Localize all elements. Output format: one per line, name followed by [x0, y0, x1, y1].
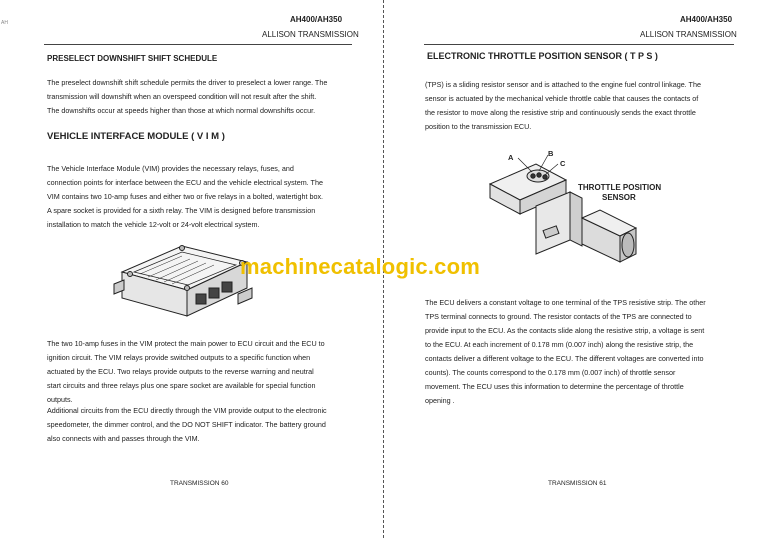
right-header-title: ALLISON TRANSMISSION [640, 30, 737, 39]
tps-callout-a: A [508, 153, 514, 162]
section-title-preselect: PRESELECT DOWNSHIFT SHIFT SCHEDULE [47, 54, 218, 63]
ecu-line-8: opening . [425, 396, 455, 405]
ecu-line-4: to the ECU. At each increment of 0.178 mm (0.007 inch) along the resistive strip, the [425, 340, 694, 349]
tps-line-3: the resistor to move along the resistive strip and continuously sends the exact throttle [425, 108, 696, 117]
vim-line-4: A spare socket is provided for a sixth relay. The VIM is designed before transmission [47, 206, 316, 215]
ecu-line-5: contacts deliver a different voltage to the ECU. The different voltages are converted into [425, 354, 704, 363]
fuses-line-3: actuated by the ECU. Two relays provide outputs to the reverse warning and neutral [47, 367, 314, 376]
left-header-model: AH400/AH350 [290, 15, 343, 24]
vim-line-3: VIM contains two 10-amp fuses and either two or five relays in a bolted, watertight box. [47, 192, 324, 201]
page-edge-mark: AH [1, 20, 8, 26]
tps-callout-c: C [560, 159, 566, 168]
fuses-line-5: outputs. [47, 395, 73, 404]
fuses-line-2: ignition circuit. The VIM relays provide switched outputs to a specific function when [47, 353, 311, 362]
tps-caption-line-1: THROTTLE POSITION [578, 183, 662, 192]
ecu-line-1: The ECU delivers a constant voltage to one terminal of the TPS resistive strip. The other [425, 298, 706, 307]
fuses-line-6: Additional circuits from the ECU directly through the VIM provide output to the electronic [47, 406, 327, 415]
left-page-footer: TRANSMISSION 60 [170, 480, 229, 487]
ecu-line-3: provide input to the ECU. As the contacts slide along the resistive strip, a voltage is sent [425, 326, 705, 335]
fuses-line-4: start circuits and three relays plus one spare socket are available for special function [47, 381, 316, 390]
section-title-tps: ELECTRONIC THROTTLE POSITION SENSOR ( T P S ) [427, 51, 658, 61]
ecu-line-7: movement. The ECU uses this information to determine the percentage of throttle [425, 382, 684, 391]
vim-module-illustration [112, 232, 257, 327]
fuses-line-8: also connects with and passes through the VIM. [47, 434, 200, 443]
tps-caption-line-2: SENSOR [602, 193, 636, 202]
tps-callout-b: B [548, 149, 554, 158]
section-title-vim: VEHICLE INTERFACE MODULE ( V I M ) [47, 131, 225, 142]
vim-line-2: connection points for interface between the ECU and the vehicle electrical system. The [47, 178, 323, 187]
ecu-line-6: counts). The counts correspond to the 0.178 mm (0.007 inch) of throttle sensor [425, 368, 676, 377]
tps-line-2: sensor is actuated by the mechanical vehicle throttle cable that causes the contacts of [425, 94, 699, 103]
left-header-rule [44, 44, 352, 45]
preselect-line-2: transmission will downshift when an overspeed condition will not result after the shift. [47, 92, 317, 101]
right-header-model: AH400/AH350 [680, 15, 733, 24]
tps-sensor-illustration [478, 144, 638, 279]
watermark-text: machinecatalogic.com [240, 254, 480, 279]
preselect-line-3: The downshifts occur at speeds higher than those at which normal downshifts occur. [47, 106, 316, 115]
fuses-line-1: The two 10-amp fuses in the VIM protect the main power to ECU circuit and the ECU to [47, 339, 325, 348]
right-page-footer: TRANSMISSION 61 [548, 480, 607, 487]
right-header-rule [424, 44, 734, 45]
fuses-line-7: speedometer, the dimmer control, and the DO NOT SHIFT indicator. The battery ground [47, 420, 326, 429]
vim-line-1: The Vehicle Interface Module (VIM) provides the necessary relays, fuses, and [47, 164, 294, 173]
ecu-line-2: TPS terminal connects to ground. The resistor contacts of the TPS are connected to [425, 312, 692, 321]
preselect-line-1: The preselect downshift shift schedule permits the driver to preselect a lower range. The [47, 78, 328, 87]
tps-line-1: (TPS) is a sliding resistor sensor and is attached to the engine fuel control linkage. The [425, 80, 701, 89]
vim-line-5: installation to match the vehicle 12-volt or 24-volt electrical system. [47, 220, 260, 229]
tps-line-4: position to the transmission ECU. [425, 122, 532, 131]
left-header-title: ALLISON TRANSMISSION [262, 30, 359, 39]
